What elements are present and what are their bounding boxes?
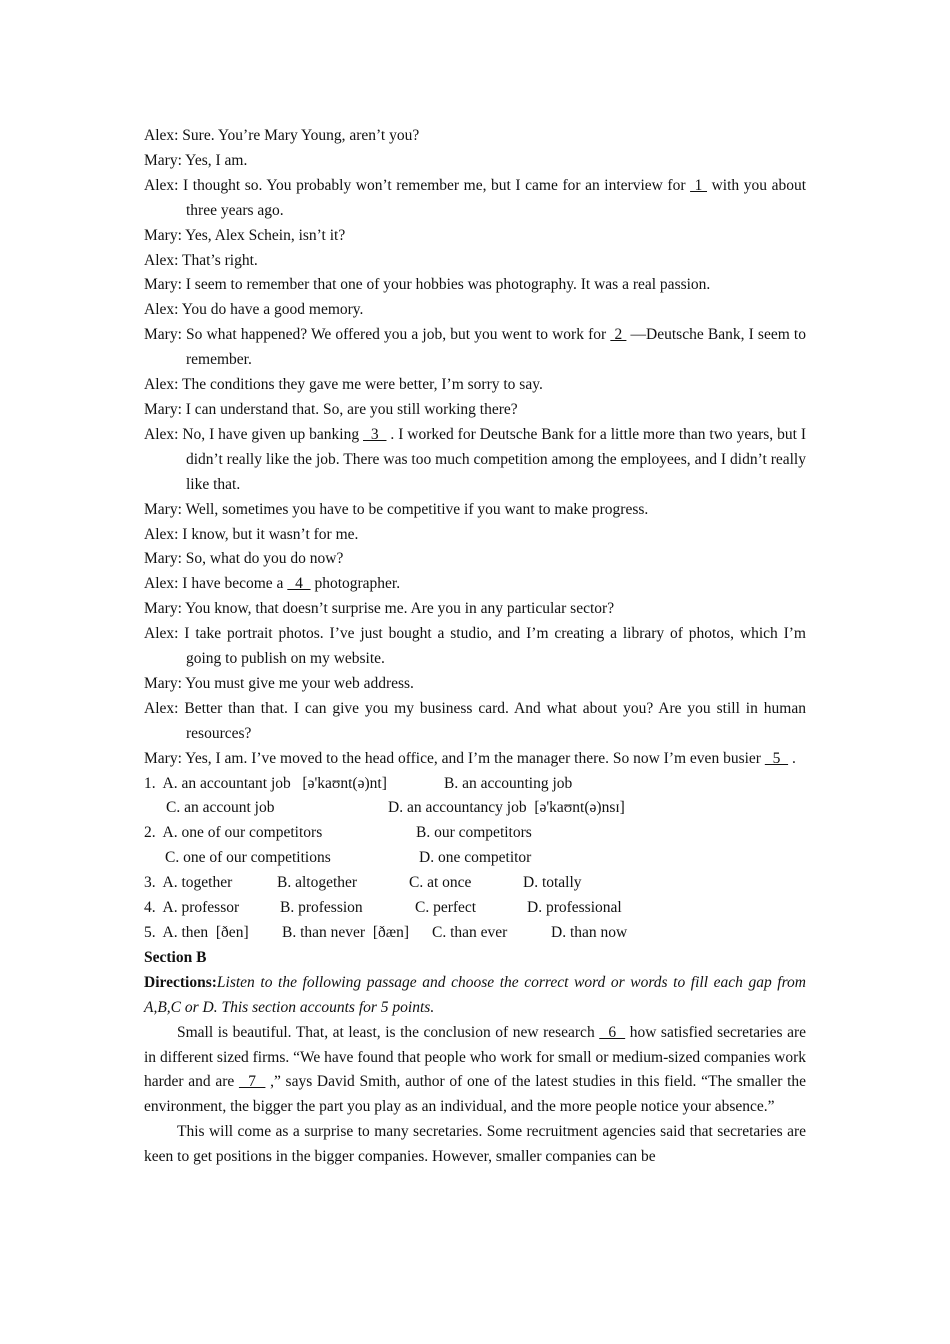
- option-text: C. at once: [409, 874, 472, 892]
- option-text: D. an accountancy job [ə'kaʊnt(ə)nsɪ]: [388, 799, 625, 817]
- dialogue-line: [144, 423, 806, 498]
- option-text: C. than ever: [432, 924, 508, 941]
- question-1: [144, 772, 806, 822]
- dialogue-line: [144, 174, 806, 224]
- dialogue-line: [144, 323, 806, 373]
- question-row: [144, 772, 806, 797]
- dialogue-line: Mary: Yes, I am.: [144, 151, 248, 169]
- option-text: B. than never [ðæn]: [282, 924, 409, 941]
- question-row: [144, 821, 806, 846]
- blank-6: 6: [599, 1023, 626, 1041]
- line-text: photographer.: [310, 575, 401, 593]
- line-text: Alex: I have become a: [144, 575, 288, 593]
- answer-blank: 4: [287, 575, 311, 593]
- option-text: 4. A. professor: [144, 899, 240, 917]
- option-text: D. than now: [551, 924, 628, 941]
- dialogue-line: Mary: You must give me your web address.: [144, 674, 414, 692]
- option-text: D. professional: [527, 899, 622, 917]
- directions-label: Directions:: [144, 973, 217, 991]
- dialogue-line: Alex: That’s right.: [144, 251, 258, 269]
- dialogue-line: Mary: Yes, Alex Schein, isn’t it?: [144, 226, 346, 244]
- passage-text: ,” says David Smith, author of one of the latest studies in this field. “The smaller the environment, the bigger the part you play as an individual, and the more people notice your absence.”: [144, 1073, 807, 1116]
- document-page: [144, 124, 806, 1170]
- dialogue: [144, 124, 806, 747]
- dialogue-line: Alex: I take portrait photos. I’ve just bought a studio, and I’m creating a library of photos, which I’m going to publish on my website.: [144, 625, 806, 668]
- question-row: [144, 846, 806, 871]
- passage-paragraph-2: This will come as a surprise to many secretaries. Some recruitment agencies said that secretaries are keen to get positions in the bigger companies. However, smaller companies can be: [144, 1123, 806, 1166]
- dialogue-line: Alex: I know, but it wasn’t for me.: [144, 525, 359, 543]
- line-text: Mary: So what happened? We offered you a job, but you went to work for: [144, 326, 611, 344]
- line-text: Mary: Yes, I am. I’ve moved to the head office, and I’m the manager there. So now I’m even busier: [144, 749, 765, 767]
- dialogue-line: Mary: So, what do you do now?: [144, 550, 344, 568]
- line-text: Alex: No, I have given up banking: [144, 425, 364, 443]
- directions-text: Listen to the following passage and choose the correct word or words to fill each gap from A,B,C or D. This section accounts for 5 points.: [144, 973, 806, 1016]
- section-b-directions: [144, 971, 806, 1021]
- passage-text: Small is beautiful. That, at least, is the conclusion of new research: [177, 1023, 600, 1041]
- dialogue-line: Mary: I can understand that. So, are you still working there?: [144, 400, 518, 418]
- option-text: 1. A. an accountant job [ə'kaʊnt(ə)nt]: [144, 774, 387, 792]
- dialogue-line: Alex: The conditions they gave me were better, I’m sorry to say.: [144, 376, 543, 394]
- option-text: B. our competitors: [416, 824, 532, 842]
- dialogue-line: Alex: You do have a good memory.: [144, 301, 364, 319]
- dialogue-line: [144, 572, 806, 597]
- option-text: C. one of our competitions: [165, 849, 331, 867]
- option-text: D. totally: [523, 874, 582, 892]
- blank-5: 5: [764, 749, 789, 767]
- line-text: with you about three years ago.: [186, 176, 807, 219]
- question-2: [144, 821, 806, 871]
- dialogue-line: Alex: Better than that. I can give you my business card. And what about you? Are you still in human resources?: [144, 699, 806, 742]
- dialogue-line: Mary: Well, sometimes you have to be competitive if you want to make progress.: [144, 500, 649, 518]
- option-text: 5. A. then [ðen]: [144, 924, 249, 941]
- question-4: [144, 896, 806, 921]
- question-row: [144, 796, 806, 821]
- option-text: D. one competitor: [419, 849, 532, 867]
- answer-blank: 1: [690, 176, 708, 194]
- question-3: [144, 871, 806, 896]
- answer-blank: 2: [610, 326, 627, 344]
- answer-blank: 3: [363, 425, 387, 443]
- section-b-heading: Section B: [144, 948, 207, 966]
- option-text: 2. A. one of our competitors: [144, 824, 323, 842]
- option-text: C. an account job: [166, 799, 275, 817]
- dialogue-last-line: [144, 747, 806, 772]
- blank-7: 7: [238, 1073, 266, 1091]
- line-text: . I worked for Deutsche Bank for a little more than two years, but I didn’t really like the job. There was too much competition among the employees, and I didn’t really like that.: [186, 425, 806, 493]
- dialogue-line: Alex: Sure. You’re Mary Young, aren’t you?: [144, 127, 420, 144]
- option-text: B. profession: [280, 899, 363, 917]
- option-text: B. an accounting job: [444, 774, 573, 792]
- passage-text: how satisfied secretaries are in different sized firms. “We have found that people who work for small or medium-sized companies work harder and are: [144, 1023, 806, 1091]
- line-text: .: [788, 749, 796, 767]
- option-text: 3. A. together: [144, 874, 233, 892]
- question-5: [144, 921, 806, 946]
- line-text: Alex: I thought so. You probably won’t remember me, but I came for an interview for: [144, 176, 691, 194]
- dialogue-line: Mary: You know, that doesn’t surprise me. Are you in any particular sector?: [144, 600, 615, 618]
- dialogue-line: Mary: I seem to remember that one of your hobbies was photography. It was a real passion.: [144, 276, 711, 294]
- option-text: C. perfect: [415, 899, 477, 917]
- line-text: —Deutsche Bank, I seem to remember.: [186, 326, 806, 369]
- passage-paragraph-1: [144, 1021, 806, 1121]
- option-text: B. altogether: [277, 874, 358, 892]
